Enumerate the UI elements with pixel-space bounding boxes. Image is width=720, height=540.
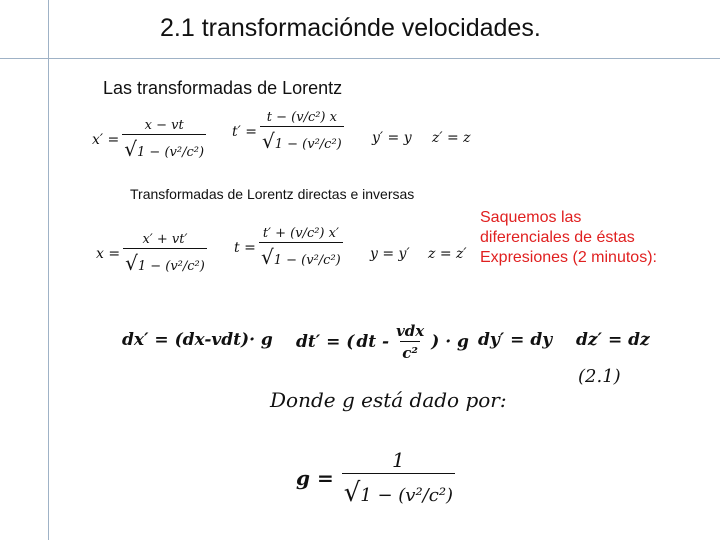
note-line-2: diferenciales de éstas [480,229,635,246]
eq-direct-t-denominator [260,126,344,153]
eq-direct-x-fraction [122,118,206,161]
eq-direct-x-numerator: x − vt [144,118,184,133]
eq-inverse-x [96,232,210,275]
slide-title: 2.1 transformaciónde velocidades. [160,14,541,42]
eq-diff-dt-lhs: dt′ = ( [296,332,355,352]
sqrt-icon: √ [124,137,138,161]
eq-direct-t-den-text: 1 − (v²/c²) [274,137,342,152]
eq-inverse-z: z = z′ [428,246,467,262]
sqrt-icon: √ [260,245,274,269]
sqrt-icon: √ [262,129,275,153]
eq-inverse-x-den-text: 1 − (v²/c²) [137,259,205,274]
eq-direct-x-denominator [122,134,206,161]
eq-inverse-x-denominator [123,248,207,275]
eq-direct-t-lhs: t′ = [232,123,257,140]
equation-number: (2.1) [578,366,621,387]
note-line-1: Saquemos las [480,209,582,226]
eq-direct-t-fraction [260,110,344,153]
eq-gamma [296,448,458,508]
eq-inverse-t-den-text: 1 − (v²/c²) [273,253,341,268]
eq-gamma-den-text: 1 − (v²/c²) [360,485,454,506]
eq-inverse-x-numerator: x′ + vt′ [142,232,188,247]
sqrt-icon: √ [125,251,138,275]
eq-direct-y: y′ = y [372,130,412,146]
caption: Transformadas de Lorentz directas e inversas [130,186,415,202]
eq-direct-z: z′ = z [432,130,471,146]
eq-diff-dt-denominator: c² [400,341,420,362]
eq-gamma-denominator [342,473,455,508]
eq-inverse-t [234,226,346,269]
section-subtitle: Las transformadas de Lorentz [103,78,343,98]
eq-gamma-fraction [342,448,455,508]
note-line-3: Expresiones (2 minutos): [480,249,657,266]
eq-gamma-lhs: g = [296,466,334,490]
eq-inverse-x-lhs: x = [96,245,121,262]
eq-diff-dy: dy′ = dy [478,330,553,350]
eq-inverse-y: y = y′ [370,246,410,262]
eq-diff-dz: dz′ = dz [576,330,650,350]
eq-inverse-t-lhs: t = [234,239,256,256]
sqrt-icon: √ [343,478,361,508]
eq-inverse-t-denominator [259,242,343,269]
eq-inverse-x-fraction [123,232,207,275]
eq-direct-x-lhs: x′ = [92,131,120,148]
eq-diff-dt-fraction [392,322,428,362]
horizontal-rule [0,58,720,59]
eq-gamma-numerator: 1 [392,448,405,472]
eq-inverse-t-fraction [259,226,343,269]
eq-diff-dt-rhs: ) · g [431,332,469,352]
where-text: Donde g está dado por: [270,388,507,412]
eq-direct-x [92,118,209,161]
eq-diff-dt [296,322,469,362]
eq-diff-dt-numerator: vdx [396,322,425,340]
eq-direct-t [232,110,347,153]
eq-inverse-t-numerator: t′ + (v/c²) x′ [262,226,339,241]
eq-direct-t-numerator: t − (v/c²) x [266,110,337,125]
eq-direct-x-den-text: 1 − (v²/c²) [137,145,205,160]
eq-diff-dt-inner: dt - [356,332,390,352]
vertical-rule [48,0,49,540]
eq-diff-dx: dx′ = (dx-vdt)· g [122,330,273,350]
instruction-note [480,208,657,268]
